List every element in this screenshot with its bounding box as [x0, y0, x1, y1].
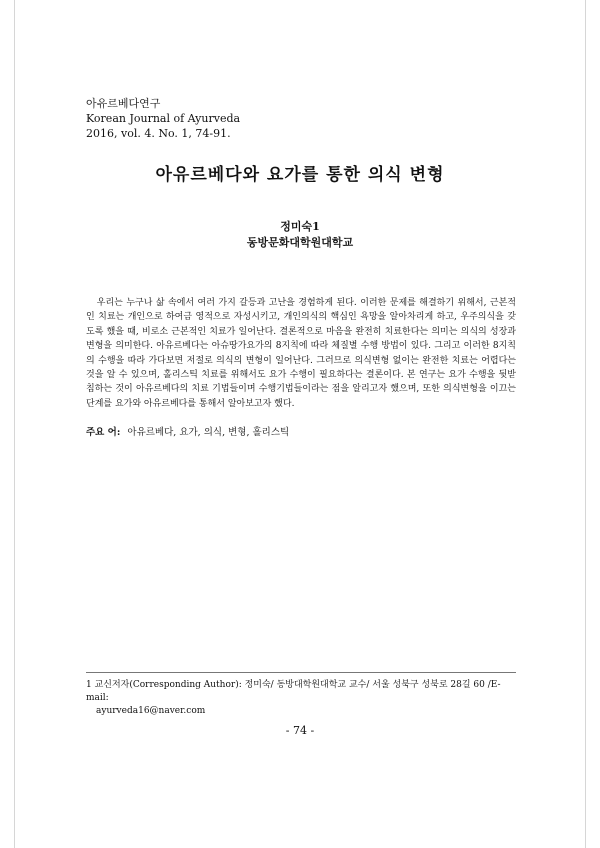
footnote [86, 679, 516, 718]
page-number: - 74 - [285, 724, 315, 737]
author-affiliation: 동방문화대학원대학교 [246, 236, 354, 249]
footnote-divider [86, 672, 516, 673]
keywords [86, 424, 289, 438]
author-block [0, 219, 600, 251]
article-title: 아유르베다와 요가를 통한 의식 변형 [155, 165, 445, 185]
journal-name-english: Korean Journal of Ayurveda [86, 112, 241, 125]
journal-header [86, 96, 240, 141]
journal-name-korean: 아유르베다연구 [86, 97, 161, 110]
abstract-text: 우리는 누구나 삶 속에서 여러 가지 갈등과 고난을 경험하게 된다. 이러한 문제를 해결하기 위해서, 근본적인 치료는 개인으로 하여금 영적으로 자성시키고, 개인의식의 핵심인 욕망을 알아차리게 하고, 우주의식을 갖도록 했을 때, 비로소 근본적인 치료가 일어난다. 결론적으로 마음을 완전히 치료한다는 의미는 의식의 성장과 변형을 의미한다. 아유르베다는 아슈땅가요가의 8지칙에 따라 체질별 수행 방법이 있다. 그리고 이러한 8지칙의 수행을 따라 가다보면 저절로 의식의 변형이 일어난다. 그러므로 의식변형 없이는 완전한 치료는 어렵다는 것을 알 수 있으며, 홀리스틱 치료를 위해서도 요가 수행이 필요하다는 결론이다. 본 연구는 요가 수행을 뒷받침하는 것이 아유르베다의 치료 기법들이며 수행기법들이라는 점을 알리고자 했으며, 또한 의식변형을 이끄는 단계를 요가와 아유르베다를 통해서 알아보고자 했다. [86, 298, 516, 409]
footnote-line1: 1 교신저자(Corresponding Author): 정미숙/ 동방대학원대학교 교수/ 서울 성북구 성북로 28길 60 /E-mail: [86, 680, 501, 703]
keywords-text: 아유르베다, 요가, 의식, 변형, 홀리스틱 [127, 427, 290, 438]
footnote-email: ayurveda16@naver.com [96, 706, 206, 716]
keywords-label: 주요 어: [86, 427, 121, 438]
journal-citation: 2016, vol. 4. No. 1, 74-91. [86, 127, 231, 140]
author-name: 정미숙1 [280, 220, 320, 233]
